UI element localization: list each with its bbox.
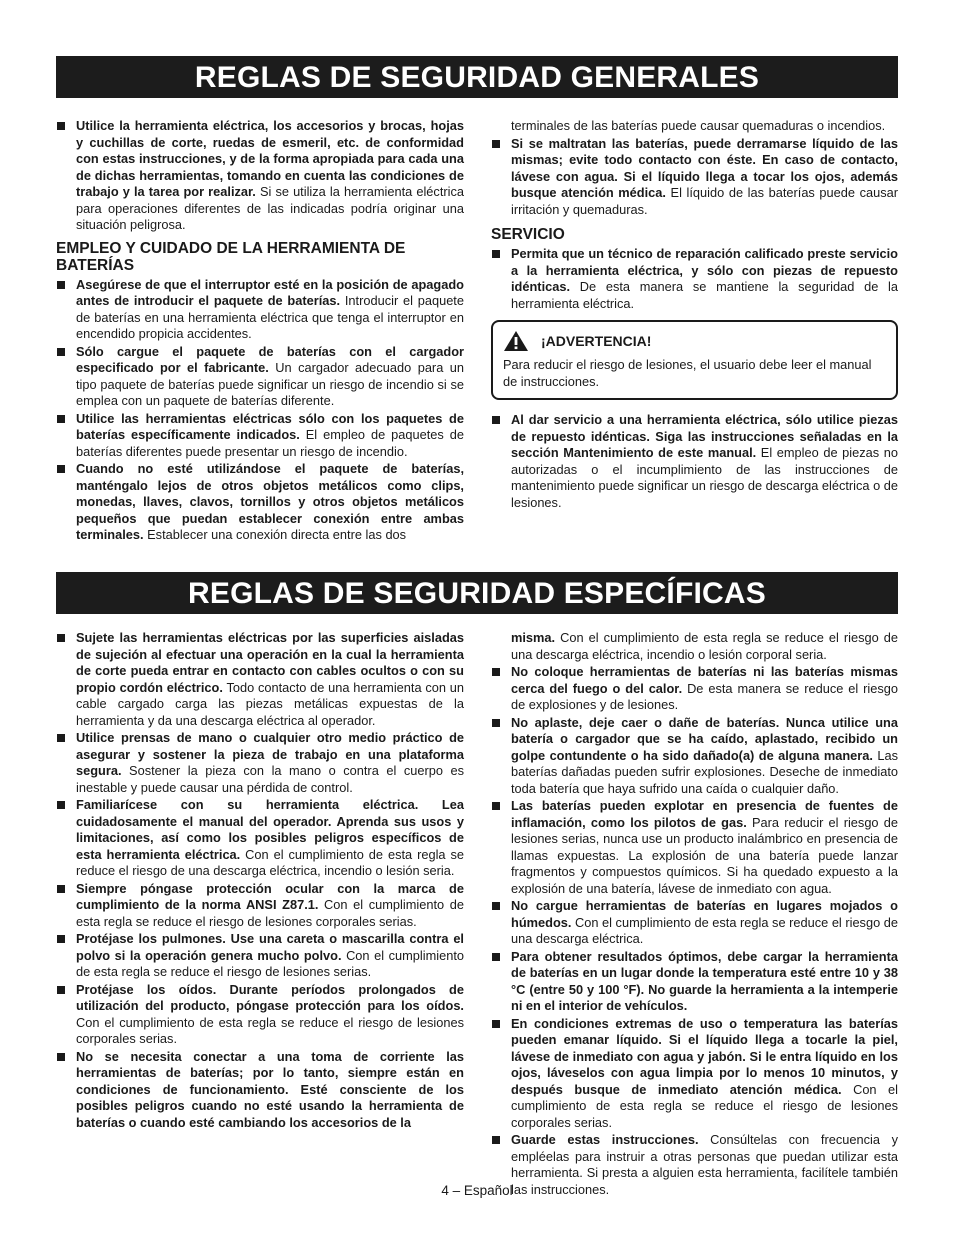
- square-bullet-icon: [57, 634, 65, 642]
- square-bullet-icon: [492, 1020, 500, 1028]
- square-bullet-icon: [57, 935, 65, 943]
- square-bullet-icon: [492, 802, 500, 810]
- continued-text: misma. Con el cumplimiento de esta regla se reduce el riesgo de una descarga eléctrica, incendio o lesión corporal seria.: [511, 630, 898, 662]
- square-bullet-icon: [492, 719, 500, 727]
- list-item: Utilice la herramienta eléctrica, los accesorios y brocas, hojas y cuchillas de corte, ruedas de esmeril, etc. de conformidad con estas instrucciones, y de la forma apropiada para cada una de dichas herramientas, tomando en cuenta las condiciones de trabajo y la tarea por realizar. Si se utiliza la herramienta eléctrica para operaciones diferentes de las indicadas podría originar una situación peligrosa.: [56, 118, 464, 234]
- list-item: Sujete las herramientas eléctricas por las superficies aisladas de sujeción al efectuar una operación en la cual la herramienta de corte pueda entrar en contacto con cables ocultos o con su propio cordón eléctrico. Todo contacto de una herramienta con un cable cargado carga las piezas metálicas expuestas de la herramienta y da una descarga eléctrica al operador.: [56, 630, 464, 729]
- list-item: Utilice prensas de mano o cualquier otro medio práctico de asegurar y sostener la pieza de trabajo en una plataforma segura. Sostener la pieza con la mano o contra el cuerpo es inestable y puede causar una pérdida de control.: [56, 730, 464, 796]
- list-item: Sólo cargue el paquete de baterías con el cargador especificado por el fabricante. Un cargador adecuado para un tipo paquete de baterías puede significar un riesgo de incendio si se emplea con un paquete de baterías diferente.: [56, 344, 464, 410]
- subheading-battery-care: EMPLEO Y CUIDADO DE LA HERRAMIENTA DE BATERÍAS: [56, 239, 406, 274]
- square-bullet-icon: [57, 801, 65, 809]
- list-item: Protéjase los oídos. Durante períodos prolongados de utilización del producto, póngase protección para los oídos. Con el cumplimiento de esta regla se reduce el riesgo de lesiones corporales serias.: [56, 982, 464, 1048]
- warning-triangle-icon: [503, 330, 529, 352]
- general-right-column: [491, 118, 898, 512]
- square-bullet-icon: [492, 416, 500, 424]
- list-item: Si se maltratan las baterías, puede derramarse líquido de las mismas; evite todo contacto con éste. En caso de contacto, lávese con agua. Si el líquido llega a tocar los ojos, además busque atención médica. El líquido de las baterías puede causar irritación y quemaduras.: [491, 136, 898, 219]
- list-item: Asegúrese de que el interruptor esté en la posición de apagado antes de introducir el paquete de baterías. Introducir el paquete de baterías en una herramienta eléctrica que tenga el interruptor en encendido propicia accidentes.: [56, 277, 464, 343]
- page-footer: 4 – Español: [441, 1183, 513, 1198]
- square-bullet-icon: [492, 1136, 500, 1144]
- specific-left-column: [56, 630, 464, 1132]
- list-item: No aplaste, deje caer o dañe de baterías. Nunca utilice una batería o cargador que se ha caído, aplastado, recibido un golpe contundente o ha sido dañado(a) de alguna manera. Las baterías dañadas pueden sufrir explosiones. Deseche de inmediato toda batería que haya sufrido una caída o cualquier daño.: [491, 715, 898, 798]
- square-bullet-icon: [57, 415, 65, 423]
- square-bullet-icon: [492, 953, 500, 961]
- square-bullet-icon: [57, 986, 65, 994]
- square-bullet-icon: [57, 465, 65, 473]
- warning-box: [491, 320, 898, 400]
- square-bullet-icon: [492, 250, 500, 258]
- list-item: Guarde estas instrucciones. Consúltelas con frecuencia y empléelas para instruir a otras personas que puedan utilizar esta herramienta. Si presta a alguien esta herramienta, facilítele también las instrucciones.: [491, 1132, 898, 1198]
- square-bullet-icon: [492, 668, 500, 676]
- list-item: Las baterías pueden explotar en presencia de fuentes de inflamación, como los pilotos de gas. Para reducir el riesgo de lesiones serias, nunca use un producto inalámbrico en presencia de llamas expuestas. La explosión de una batería puede lanzar fragmentos y compuestos químicos. Si ha quedado expuesto a la explosión de una batería, lávese de inmediato con agua.: [491, 798, 898, 897]
- list-item: Al dar servicio a una herramienta eléctrica, sólo utilice piezas de repuesto idénticas. Siga las instrucciones señaladas en la sección Mantenimiento de este manual. El empleo de piezas no autorizadas o el incumplimiento de las instrucciones de mantenimiento puede significar un riesgo de descarga eléctrica o de lesiones.: [491, 412, 898, 511]
- square-bullet-icon: [57, 122, 65, 130]
- square-bullet-icon: [492, 140, 500, 148]
- list-item: Familiarícese con su herramienta eléctrica. Lea cuidadosamente el manual del operador. Aprenda sus usos y limitaciones, así como los posibles peligros específicos de esta herramienta eléctrica. Con el cumplimiento de esta regla se reduce el riesgo de una descarga eléctrica, incendio o lesión seria.: [56, 797, 464, 880]
- list-item: No se necesita conectar a una toma de corriente las herramientas de baterías; por lo tanto, siempre están en condiciones de funcionamiento. Esté consciente de los posibles peligros cuando no esté usando la herramienta de baterías o cuando esté cambiando los accesorios de la: [56, 1049, 464, 1132]
- section-title-general: REGLAS DE SEGURIDAD GENERALES: [56, 56, 898, 98]
- specific-right-column: [491, 630, 898, 1199]
- square-bullet-icon: [492, 902, 500, 910]
- continued-text: terminales de las baterías puede causar quemaduras o incendios.: [511, 118, 886, 133]
- list-item: Utilice las herramientas eléctricas sólo con los paquetes de baterías específicamente indicados. El empleo de paquetes de baterías diferentes puede presentar un riesgo de incendio.: [56, 411, 464, 461]
- warning-text: Para reducir el riesgo de lesiones, el usuario debe leer el manual de instrucciones.: [503, 357, 872, 389]
- warning-header: [503, 330, 886, 352]
- square-bullet-icon: [57, 1053, 65, 1061]
- list-item: No coloque herramientas de baterías ni las baterías mismas cerca del fuego o del calor. De esta manera se reduce el riesgo de explosiones y de lesiones.: [491, 664, 898, 714]
- list-item: Permita que un técnico de reparación calificado preste servicio a la herramienta eléctrica, y sólo con piezas de repuesto idénticas. De esta manera se mantiene la seguridad de la herramienta eléctrica.: [491, 246, 898, 312]
- general-left-column: [56, 118, 464, 545]
- square-bullet-icon: [57, 885, 65, 893]
- list-item: Para obtener resultados óptimos, debe cargar la herramienta de baterías en un lugar donde la temperatura esté entre 10 y 38 °C (entre 50 y 100 °F). No guarde la herramienta a la intemperie ni en el interior de vehículos.: [491, 949, 898, 1015]
- list-item: En condiciones extremas de uso o temperatura las baterías pueden emanar líquido. Si el líquido llega a tocarle la piel, lávese de inmediato con agua y jabón. Si le entra líquido en los ojos, láveselos con agua limpia por lo menos 10 minutos, y después busque de inmediato atención médica. Con el cumplimiento de esta regla se reduce el riesgo de lesiones corporales serias.: [491, 1016, 898, 1132]
- square-bullet-icon: [57, 281, 65, 289]
- list-item: No cargue herramientas de baterías en lugares mojados o húmedos. Con el cumplimiento de esta regla se reduce el riesgo de una descarga eléctrica.: [491, 898, 898, 948]
- subheading-service: SERVICIO: [491, 226, 565, 243]
- square-bullet-icon: [57, 348, 65, 356]
- warning-title: ¡ADVERTENCIA!: [541, 333, 652, 349]
- list-item: Protéjase los pulmones. Use una careta o mascarilla contra el polvo si la operación genera mucho polvo. Con el cumplimiento de esta regla se reduce el riesgo de lesiones serias.: [56, 931, 464, 981]
- section-title-specific: REGLAS DE SEGURIDAD ESPECÍFICAS: [56, 572, 898, 614]
- list-item: Siempre póngase protección ocular con la marca de cumplimiento de la norma ANSI Z87.1. Con el cumplimiento de esta regla se reduce el riesgo de lesiones corporales serias.: [56, 881, 464, 931]
- square-bullet-icon: [57, 734, 65, 742]
- list-item: Cuando no esté utilizándose el paquete de baterías, manténgalo lejos de otros objetos metálicos como clips, monedas, llaves, clavos, tornillos y otros objetos metálicos pequeños que puedan establecer conexión entre ambas terminales. Establecer una conexión directa entre las dos: [56, 461, 464, 544]
